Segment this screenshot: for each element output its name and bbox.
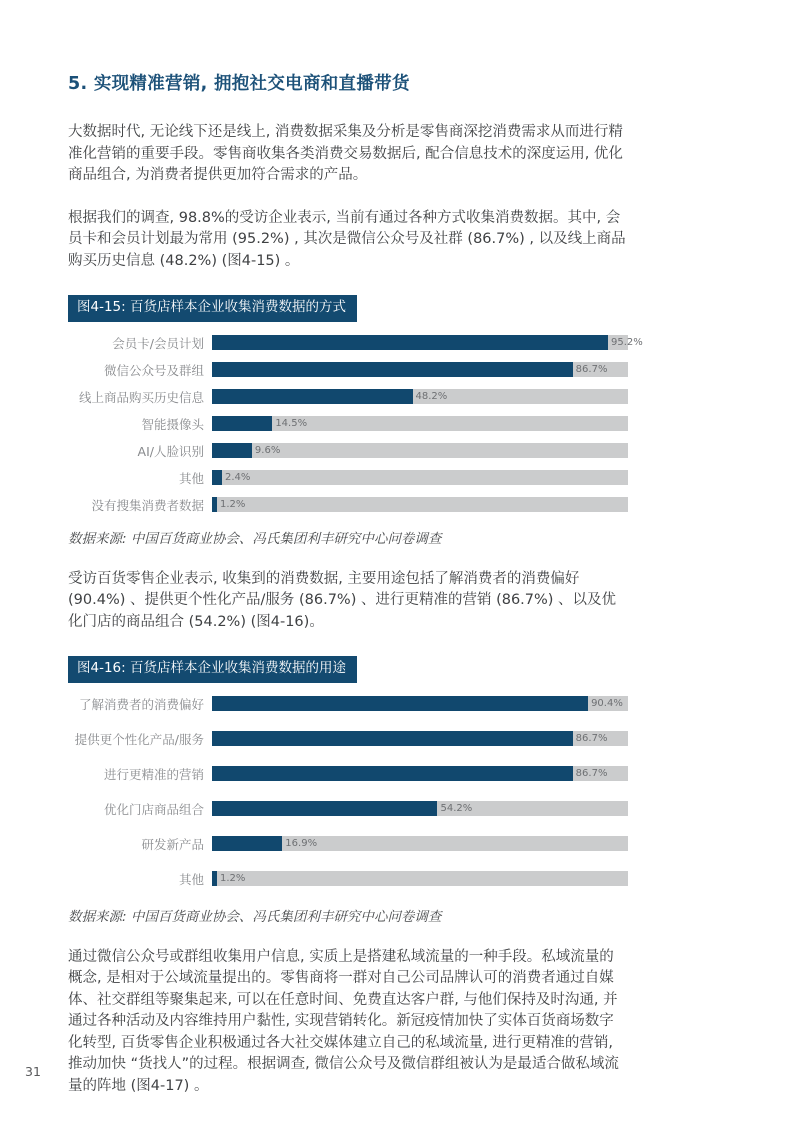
- chart-value-label: 14.5%: [275, 418, 308, 429]
- chart-row: [68, 361, 628, 379]
- chart-row: [68, 870, 628, 888]
- paragraph-private-traffic: 通过微信公众号或群组收集用户信息, 实质上是搭建私域流量的一种手段。私域流量的概念, 是相对于公域流量提出的。零售商将一群对自己公司品牌认可的消费者通过自媒体、社交群组等聚集起来, 可以在任意时间、免费直达客户群, 与他们保持及时沟通, 并通过各种活动及内容维持用户黏性, 实现营销转化。新冠疫情加快了实体百货商场数字化转型, 百货零售企业积极通过各大社交媒体建立自己的私域流量, 进行更精准的营销, 推动加快 “货找人”的过程。根据调查, 微信公众号及微信群组被认为是最适合做私域流量的阵地 (图4-17) 。: [68, 948, 619, 1094]
- chart-value-label: 9.6%: [254, 445, 281, 456]
- chart-category-label: 其他: [178, 871, 204, 887]
- data-source-note: 数据来源: 中国百货商业协会、冯氏集团利丰研究中心问卷调查: [68, 908, 442, 925]
- chart-row: [68, 765, 628, 783]
- chart-row: [68, 334, 643, 352]
- chart-figure-4-15: [68, 293, 643, 547]
- page-content: [68, 70, 643, 1118]
- chart-bar-track: [212, 731, 628, 746]
- chart-value-label: 90.4%: [591, 698, 623, 709]
- chart-bar-fill: [212, 871, 217, 886]
- chart-value-label: 16.9%: [285, 838, 318, 849]
- chart-row: [68, 835, 628, 853]
- chart-bar-fill: [212, 362, 573, 377]
- chart-category-label: AI/人脸识别: [137, 443, 204, 459]
- chart-category-label: 智能摄像头: [141, 416, 204, 432]
- chart-bar-track: [212, 470, 628, 485]
- chart-figure-4-16: [68, 654, 628, 925]
- chart-bar-track: [212, 836, 628, 851]
- chart-title-bar: 图4-15: 百货店样本企业收集消费数据的方式: [68, 295, 357, 322]
- chart-bar-track: [212, 443, 628, 458]
- chart-bar-fill: [212, 335, 608, 350]
- chart-category-label: 微信公众号及群组: [103, 362, 204, 378]
- chart-value-label: 48.2%: [415, 391, 448, 402]
- chart-bar-track: [212, 497, 628, 512]
- chart-category-label: 其他: [178, 470, 204, 486]
- chart-title-bar: 图4-16: 百货店样本企业收集消费数据的用途: [68, 656, 357, 683]
- chart-bar-fill: [212, 443, 252, 458]
- chart-bar-track: [212, 335, 643, 350]
- paragraph-intro: 大数据时代, 无论线下还是线上, 消费数据采集及分析是零售商深挖消费需求从而进行精准化营销的重要手段。零售商收集各类消费交易数据后, 配合信息技术的深度运用, 优化商品组合, 为消费者提供更加符合需求的产品。: [68, 124, 623, 183]
- chart-rows: [68, 695, 628, 888]
- chart-rows: [68, 334, 643, 514]
- chart-bar-fill: [212, 731, 573, 746]
- chart-category-label: 优化门店商品组合: [103, 801, 204, 817]
- chart-value-label: 1.2%: [219, 873, 246, 884]
- chart-category-label: 了解消费者的消费偏好: [78, 696, 204, 712]
- chart-category-label: 线上商品购买历史信息: [78, 389, 204, 405]
- chart-value-label: 86.7%: [575, 364, 608, 375]
- chart-bar-track: [212, 416, 628, 431]
- chart-row: [68, 730, 628, 748]
- page-number: 31: [25, 1064, 41, 1079]
- chart-row: [68, 496, 628, 514]
- paragraph-survey-methods: 根据我们的调查, 98.8%的受访企业表示, 当前有通过各种方式收集消费数据。其中, 会员卡和会员计划最为常用 (95.2%) , 其次是微信公众号及社群 (86.7%) , 以及线上商品购买历史信息 (48.2%) (图4-15) 。: [68, 209, 626, 269]
- chart-bar-fill: [212, 497, 217, 512]
- paragraph-data-usage: 受访百货零售企业表示, 收集到的消费数据, 主要用途包括了解消费者的消费偏好 (90.4%) 、提供更个性化产品/服务 (86.7%) 、进行更精准的营销 (86.7%) 、以及优化门店的商品组合 (54.2%) (图4-16)。: [68, 570, 617, 630]
- chart-row: [68, 800, 628, 818]
- chart-bar-track: [212, 766, 628, 781]
- chart-bar-track: [212, 696, 628, 711]
- chart-bar-fill: [212, 696, 588, 711]
- chart-value-label: 86.7%: [575, 768, 608, 779]
- chart-bar-fill: [212, 470, 222, 485]
- data-source-note: 数据来源: 中国百货商业协会、冯氏集团利丰研究中心问卷调查: [68, 530, 442, 547]
- chart-category-label: 研发新产品: [141, 836, 204, 852]
- chart-category-label: 没有搜集消费者数据: [91, 497, 204, 513]
- chart-value-label: 86.7%: [575, 733, 608, 744]
- chart-bar-track: [212, 871, 628, 886]
- chart-row: [68, 695, 628, 713]
- chart-value-label: 2.4%: [224, 472, 251, 483]
- chart-value-label: 54.2%: [440, 803, 473, 814]
- chart-row: [68, 388, 628, 406]
- chart-row: [68, 442, 628, 460]
- chart-category-label: 提供更个性化产品/服务: [74, 731, 204, 747]
- chart-bar-track: [212, 801, 628, 816]
- chart-category-label: 进行更精准的营销: [103, 766, 204, 782]
- chart-category-label: 会员卡/会员计划: [112, 335, 204, 351]
- chart-value-label: 1.2%: [219, 499, 246, 510]
- chart-row: [68, 469, 628, 487]
- chart-value-label: 95.2%: [611, 337, 643, 348]
- chart-bar-track: [212, 389, 628, 404]
- chart-row: [68, 415, 628, 433]
- chart-bar-fill: [212, 836, 282, 851]
- chart-bar-fill: [212, 389, 413, 404]
- chart-bar-track: [212, 362, 628, 377]
- chart-bar-fill: [212, 766, 573, 781]
- chart-bar-fill: [212, 416, 272, 431]
- chart-bar-fill: [212, 801, 437, 816]
- section-heading: 5. 实现精准营销, 拥抱社交电商和直播带货: [68, 74, 410, 94]
